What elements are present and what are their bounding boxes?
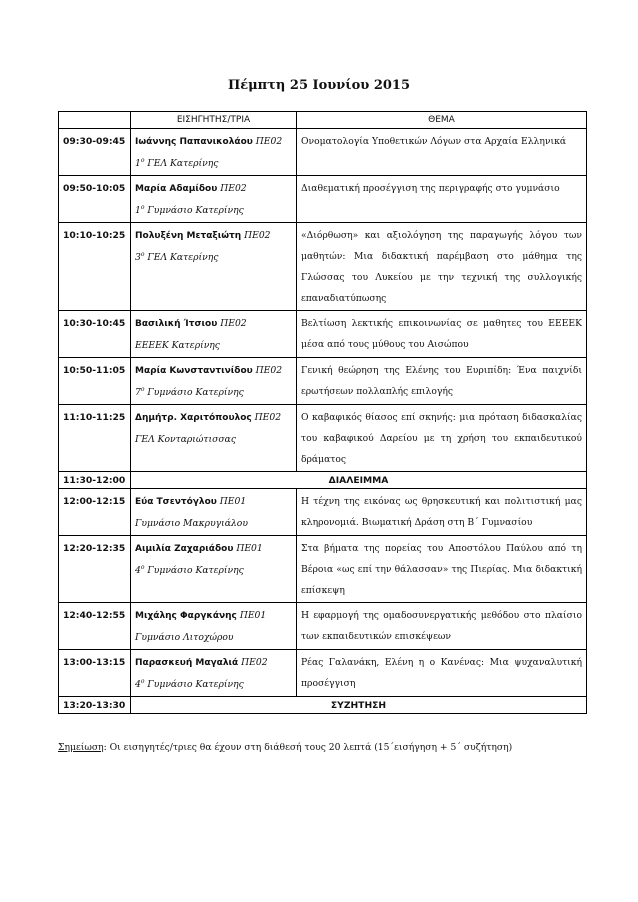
- break-row: [59, 697, 587, 714]
- speaker-specialty: ΠΕ02: [254, 412, 282, 423]
- time-cell: 12:40-12:55: [59, 603, 131, 650]
- time-cell: 13:20-13:30: [59, 697, 131, 714]
- time-cell: 10:50-11:05: [59, 358, 131, 405]
- time-cell: 09:30-09:45: [59, 129, 131, 176]
- table-row: [59, 311, 587, 358]
- school-ordinal: 1: [135, 158, 141, 169]
- speaker-school: $7^o$ Γυμνάσιο Κατερίνης: [135, 385, 244, 398]
- speaker-name: Βασιλική Ίτσιου: [135, 319, 218, 329]
- time-cell: 10:30-10:45: [59, 311, 131, 358]
- table-row: [59, 176, 587, 223]
- footnote-text: : Οι εισηγητές/τριες θα έχουν στη διάθεσή τους 20 λεπτά (15΄εισήγηση + 5΄ συζήτηση): [103, 742, 513, 753]
- school-name: Γυμνάσιο Κατερίνης: [147, 387, 244, 398]
- speaker-cell: [131, 129, 297, 176]
- speaker-cell: [131, 405, 297, 472]
- table-header-row: [59, 112, 587, 129]
- time-cell: 12:20-12:35: [59, 536, 131, 603]
- speaker-school: $1^o$ Γυμνάσιο Κατερίνης: [135, 203, 244, 216]
- time-cell: 09:50-10:05: [59, 176, 131, 223]
- break-row: [59, 472, 587, 489]
- speaker-school: [135, 513, 292, 534]
- topic-cell: Στα βήματα της πορείας του Αποστόλου Παύλου από τη Βέροια «ως επί την θάλασσαν» της Πιερίας. Μια διδακτική επίσκεψη: [297, 536, 587, 603]
- speaker-school: [135, 627, 292, 648]
- school-name: ΓΕΛ Κατερίνης: [147, 158, 219, 169]
- table-row: [59, 223, 587, 311]
- speaker-specialty: ΠΕ01: [236, 543, 263, 554]
- school-ordinal: 1: [135, 205, 141, 216]
- speaker-name: Εύα Τσεντόγλου: [135, 497, 217, 507]
- school-ordinal: 4: [135, 565, 141, 576]
- topic-cell: «Διόρθωση» και αξιολόγηση της παραγωγής λόγου των μαθητών: Μια διδακτική παρέμβαση στο μάθημα της Γλώσσας του Λυκείου με την τεχνική της συλλογικής επαναδιατύπωσης: [297, 223, 587, 311]
- school-name: ΕΕΕΕΚ Κατερίνης: [135, 340, 220, 351]
- topic-cell: Βελτίωση λεκτικής επικοινωνίας σε μαθητες του ΕΕΕΕΚ μέσα από τους μύθους του Αισώπου: [297, 311, 587, 358]
- time-cell: 13:00-13:15: [59, 650, 131, 697]
- table-row: [59, 405, 587, 472]
- time-cell: 12:00-12:15: [59, 489, 131, 536]
- break-label: ΣΥΖΗΤΗΣΗ: [131, 697, 587, 714]
- header-speaker: ΕΙΣΗΓΗΤΗΣ/ΤΡΙΑ: [131, 112, 297, 129]
- table-row: [59, 489, 587, 536]
- speaker-cell: [131, 358, 297, 405]
- speaker-specialty: ΠΕ02: [220, 183, 247, 194]
- school-name: ΓΕΛ Κατερίνης: [147, 252, 219, 263]
- time-cell: 11:30-12:00: [59, 472, 131, 489]
- speaker-cell: [131, 650, 297, 697]
- topic-cell: Ρέας Γαλανάκη, Ελένη η ο Κανένας: Μια ψυχαναλυτική προσέγγιση: [297, 650, 587, 697]
- speaker-cell: [131, 603, 297, 650]
- table-row: [59, 358, 587, 405]
- school-ordinal: 7: [135, 387, 141, 398]
- school-name: Γυμνάσιο Λιτοχώρου: [135, 632, 234, 643]
- school-name: Γυμνάσιο Μακρυγιάλου: [135, 518, 248, 529]
- speaker-specialty: ΠΕ02: [241, 657, 268, 668]
- time-cell: 10:10-10:25: [59, 223, 131, 311]
- school-ordinal: 3: [135, 252, 141, 263]
- school-ordinal: 4: [135, 679, 141, 690]
- table-row: [59, 650, 587, 697]
- speaker-cell: [131, 176, 297, 223]
- speaker-cell: [131, 223, 297, 311]
- table-row: [59, 129, 587, 176]
- speaker-school: $4^o$ Γυμνάσιο Κατερίνης: [135, 563, 244, 576]
- speaker-specialty: ΠΕ02: [255, 136, 283, 147]
- speaker-specialty: ΠΕ01: [239, 610, 267, 621]
- speaker-name: Πολυξένη Μεταξιώτη: [135, 231, 242, 241]
- time-cell: 11:10-11:25: [59, 405, 131, 472]
- speaker-specialty: ΠΕ02: [244, 230, 271, 241]
- speaker-school: [135, 429, 292, 450]
- topic-cell: Διαθεματική προσέγγιση της περιγραφής στο γυμνάσιο: [297, 176, 587, 223]
- speaker-specialty: ΠΕ02: [220, 318, 247, 329]
- school-name: ΓΕΛ Κονταριώτισσας: [135, 434, 236, 445]
- topic-cell: Γενική θεώρηση της Ελένης του Ευριπίδη: Ένα παιχνίδι ερωτήσεων πολλαπλής επιλογής: [297, 358, 587, 405]
- table-row: [59, 536, 587, 603]
- footnote: [58, 742, 598, 753]
- speaker-cell: [131, 311, 297, 358]
- speaker-school: [135, 335, 292, 356]
- schedule-table: [58, 111, 587, 714]
- break-label: ΔΙΑΛΕΙΜΜΑ: [131, 472, 587, 489]
- speaker-cell: [131, 536, 297, 603]
- speaker-name: Παρασκευή Μαγαλιά: [135, 658, 239, 668]
- topic-cell: Ο καβαφικός θίασος επί σκηνής: μια πρόταση διδασκαλίας του καβαφικού Δαρείου με τη χρήση του εκπαιδευτικού δράματος: [297, 405, 587, 472]
- speaker-name: Μαρία Αδαμίδου: [135, 184, 218, 194]
- school-name: Γυμνάσιο Κατερίνης: [147, 565, 244, 576]
- schedule-rows: [59, 129, 587, 714]
- footnote-label: Σημείωση: [58, 742, 104, 753]
- header-time: [59, 112, 131, 129]
- table-row: [59, 603, 587, 650]
- speaker-school: $1^o$ ΓΕΛ Κατερίνης: [135, 156, 219, 169]
- speaker-school: $3^o$ ΓΕΛ Κατερίνης: [135, 250, 219, 263]
- speaker-name: Δημήτρ. Χαριτόπουλος: [135, 413, 252, 423]
- speaker-specialty: ΠΕ02: [255, 365, 283, 376]
- speaker-cell: [131, 489, 297, 536]
- speaker-name: Μαρία Κωνσταντινίδου: [135, 366, 253, 376]
- speaker-specialty: ΠΕ01: [219, 496, 247, 507]
- speaker-name: Μιχάλης Φαργκάνης: [135, 611, 237, 621]
- topic-cell: Η τέχνη της εικόνας ως θρησκευτική και πολιτιστική μας κληρονομιά. Βιωματική Δράση στη Β΄ Γυμνασίου: [297, 489, 587, 536]
- school-name: Γυμνάσιο Κατερίνης: [147, 679, 244, 690]
- page-title: Πέμπτη 25 Ιουνίου 2015: [227, 78, 411, 93]
- topic-cell: Ονοματολογία Υποθετικών Λόγων στα Αρχαία Ελληνικά: [297, 129, 587, 176]
- school-name: Γυμνάσιο Κατερίνης: [147, 205, 244, 216]
- speaker-name: Ιωάννης Παπανικολάου: [135, 137, 253, 147]
- speaker-school: $4^o$ Γυμνάσιο Κατερίνης: [135, 677, 244, 690]
- topic-cell: Η εφαρμογή της ομαδοσυνεργατικής μεθόδου στο πλαίσιο των εκπαιδευτικών επισκέψεων: [297, 603, 587, 650]
- speaker-name: Αιμιλία Ζαχαριάδου: [135, 544, 234, 554]
- header-topic: ΘΕΜΑ: [297, 112, 587, 129]
